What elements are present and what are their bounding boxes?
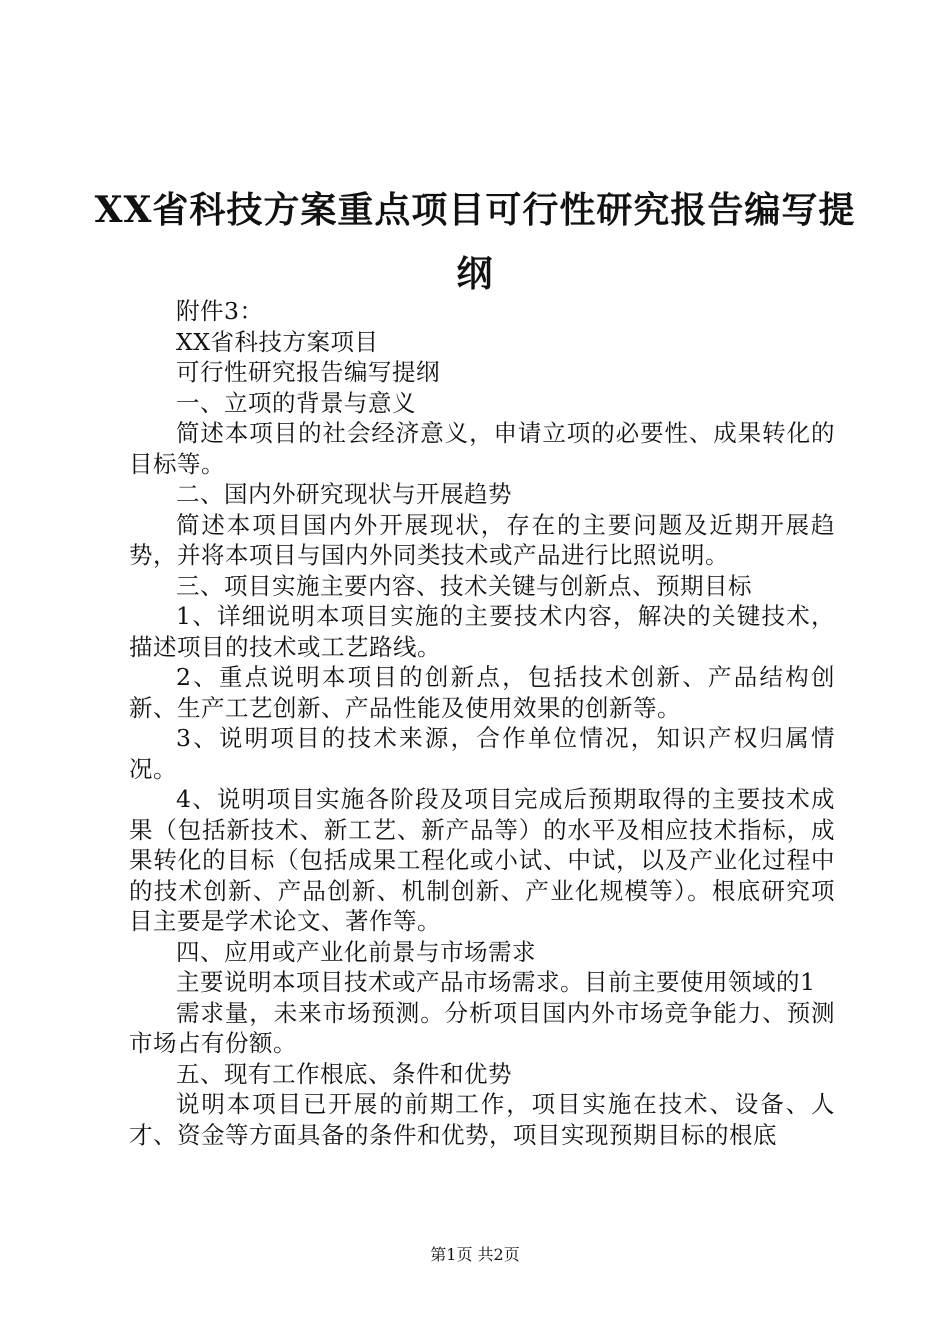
- section-heading-3: 三、项目实施主要内容、技术关键与创新点、预期目标: [176, 571, 752, 600]
- section-heading-4: 四、应用或产业化前景与市场需求: [176, 937, 536, 966]
- paragraph-text: 简述本项目国内外开展现状，存在的主要问题及近期开展趋势，并将本项目与国内外同类技术或产品进行比照说明。: [129, 510, 835, 569]
- section-heading-1: 一、立项的背景与意义: [176, 388, 416, 417]
- paragraph-program-name: XX省科技方案项目: [176, 327, 379, 356]
- document-body: [129, 296, 835, 1150]
- paragraph-text: 1、详细说明本项目实施的主要技术内容，解决的关键技术，描述项目的技术或工艺路线。: [129, 602, 835, 661]
- section-heading-2: 二、国内外研究现状与开展趋势: [176, 480, 512, 508]
- paragraph-text: 3、说明项目的技术来源，合作单位情况，知识产权归属情况。: [129, 724, 835, 783]
- paragraph-text: 4、说明项目实施各阶段及项目完成后预期取得的主要技术成果（包括新技术、新工艺、新产品等）的水平及相应技术指标，成果转化的目标（包括成果工程化或小试、中试，以及产业化过程中的技术创新、产品创新、机制创新、产业化规模等）。根底研究项目主要是学术论文、著作等。: [129, 785, 835, 935]
- paragraph-text: 简述本项目的社会经济意义，申请立项的必要性、成果转化的目标等。: [129, 419, 835, 478]
- paragraph-text: 2、重点说明本项目的创新点，包括技术创新、产品结构创新、生产工艺创新、产品性能及使用效果的创新等。: [129, 663, 835, 722]
- paragraph-text: 需求量，未来市场预测。分析项目国内外市场竞争能力、预测市场占有份额。: [129, 998, 835, 1057]
- paragraph-attachment-label: 附件3：: [176, 297, 264, 325]
- section-heading-5: 五、现有工作根底、条件和优势: [176, 1059, 512, 1088]
- paragraph-text: 说明本项目已开展的前期工作，项目实施在技术、设备、人才、资金等方面具备的条件和优势，项目实现预期目标的根底: [129, 1090, 835, 1149]
- page-footer: 第1页 共2页: [430, 1245, 520, 1264]
- document-title: XX省科技方案重点项目可行性研究报告编写提纲: [94, 189, 856, 295]
- paragraph-outline-title: 可行性研究报告编写提纲: [176, 358, 440, 386]
- paragraph-text: 主要说明本项目技术或产品市场需求。目前主要使用领域的1: [176, 968, 816, 996]
